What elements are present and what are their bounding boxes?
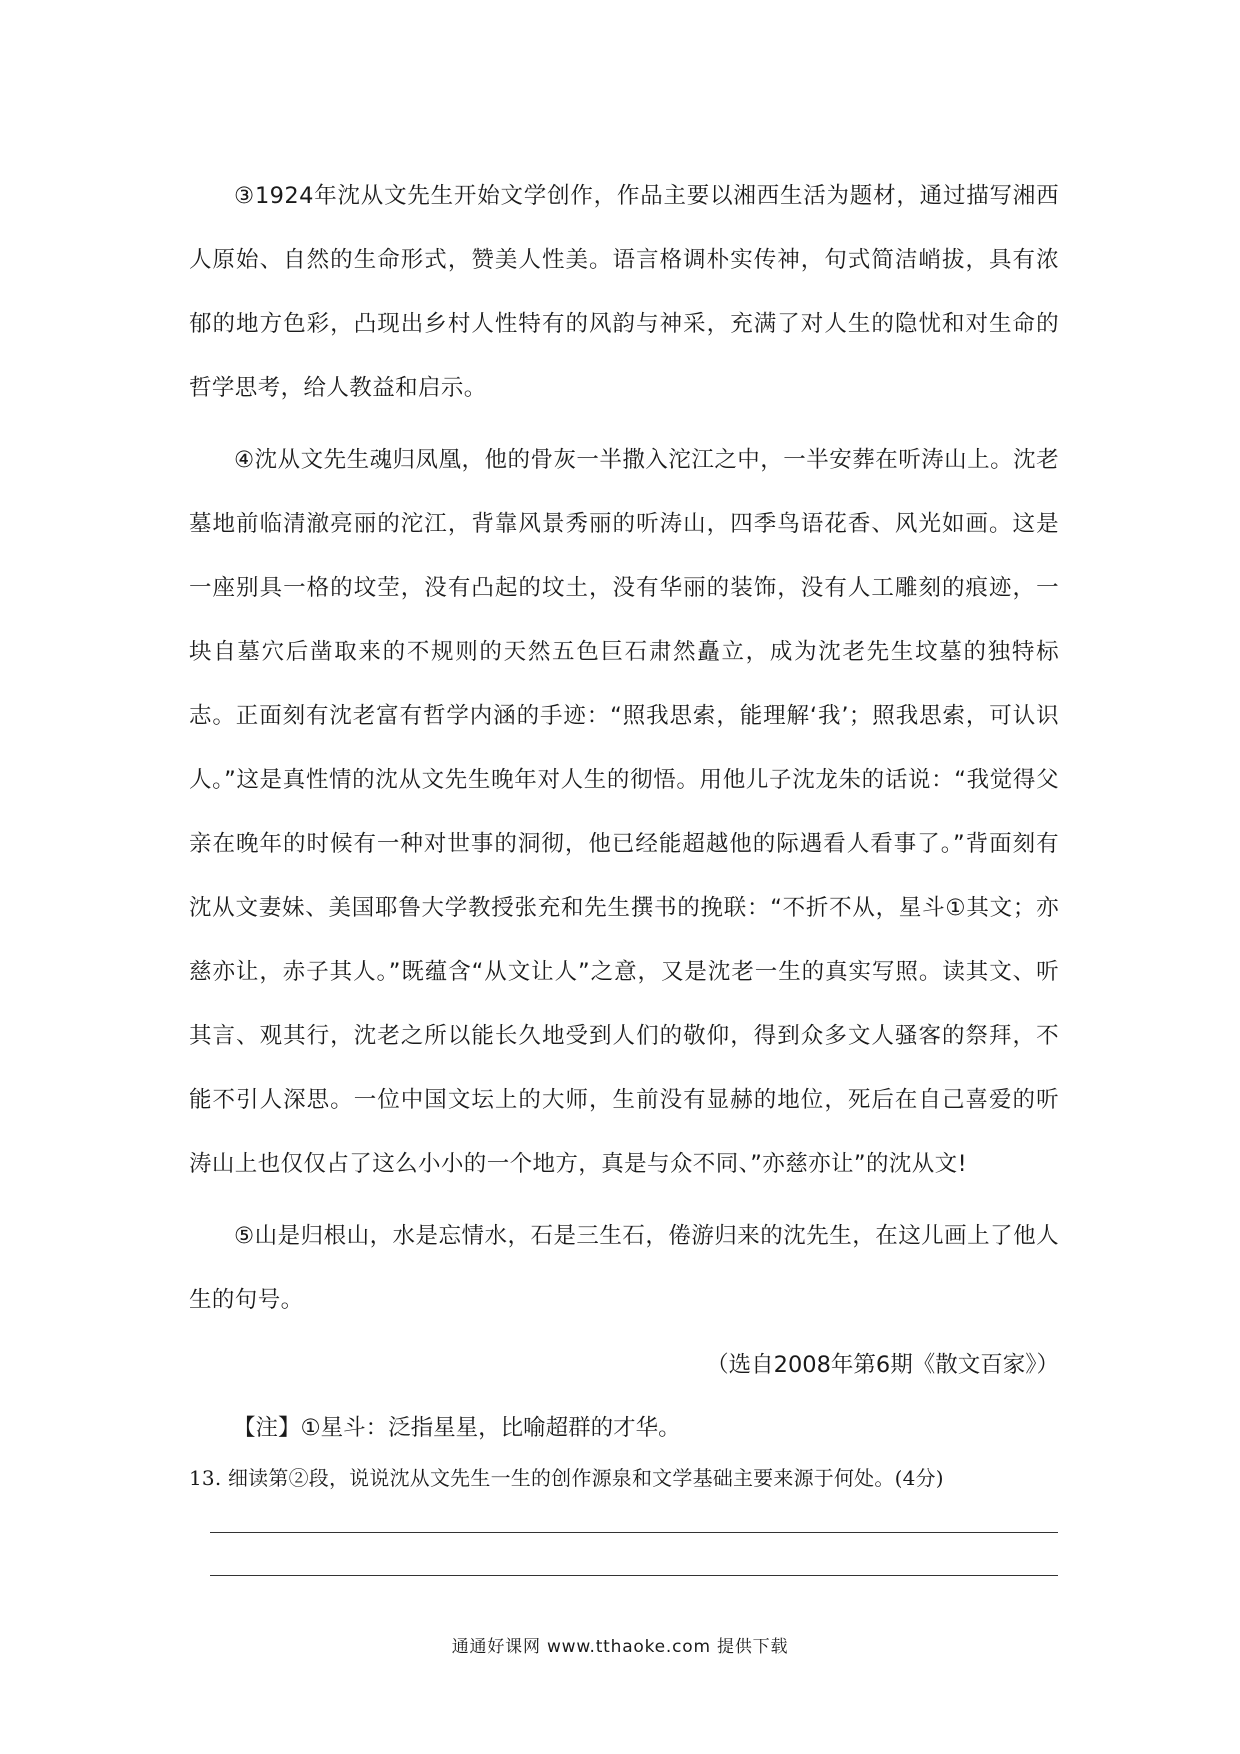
question-13: 13. 细读第②段，说说沈从文先生一生的创作源泉和文学基础主要来源于何处。(4分) bbox=[189, 1466, 944, 1490]
answer-line[interactable] bbox=[210, 1532, 1058, 1533]
passage-body bbox=[189, 164, 1059, 1332]
annotation-note: 【注】①星斗：泛指星星，比喻超群的才华。 bbox=[233, 1415, 681, 1441]
source-citation: （选自2008年第6期《散文百家》） bbox=[706, 1352, 1059, 1378]
page-footer: 通通好课网 www.tthaoke.com 提供下载 bbox=[451, 1637, 789, 1657]
paragraph-5: ⑤山是归根山，水是忘情水，石是三生石，倦游归来的沈先生，在这儿画上了他人生的句号。 bbox=[189, 1223, 1059, 1313]
paragraph-4: ④沈从文先生魂归凤凰，他的骨灰一半撒入沱江之中，一半安葬在听涛山上。沈老墓地前临清澈亮丽的沱江，背靠风景秀丽的听涛山，四季鸟语花香、风光如画。这是一座别具一格的坟茔，没有凸起的坟土，没有华丽的装饰，没有人工雕刻的痕迹，一块自墓穴后凿取来的不规则的天然五色巨石肃然矗立，成为沈老先生坟墓的独特标志。正面刻有沈老富有哲学内涵的手迹：“照我思索，能理解‘我’；照我思索，可认识人。”这是真性情的沈从文先生晚年对人生的彻悟。用他儿子沈龙朱的话说：“我觉得父亲在晚年的时候有一种对世事的洞彻，他已经能超越他的际遇看人看事了。”背面刻有沈从文妻妹、美国耶鲁大学教授张充和先生撰书的挽联：“不折不从，星斗①其文；亦慈亦让，赤子其人。”既蕴含“从文让人”之意，又是沈老一生的真实写照。读其文、听其言、观其行，沈老之所以能长久地受到人们的敬仰，得到众多文人骚客的祭拜，不能不引人深思。一位中国文坛上的大师，生前没有显赫的地位，死后在自己喜爱的听涛山上也仅仅占了这么小小的一个地方，真是与众不同、”亦慈亦让”的沈从文! bbox=[189, 447, 1059, 1177]
paragraph-3: ③1924年沈从文先生开始文学创作，作品主要以湘西生活为题材，通过描写湘西人原始、自然的生命形式，赞美人性美。语言格调朴实传神，句式简洁峭拔，具有浓郁的地方色彩，凸现出乡村人性特有的风韵与神采，充满了对人生的隐忧和对生命的哲学思考，给人教益和启示。 bbox=[189, 183, 1059, 401]
answer-line[interactable] bbox=[210, 1575, 1058, 1576]
